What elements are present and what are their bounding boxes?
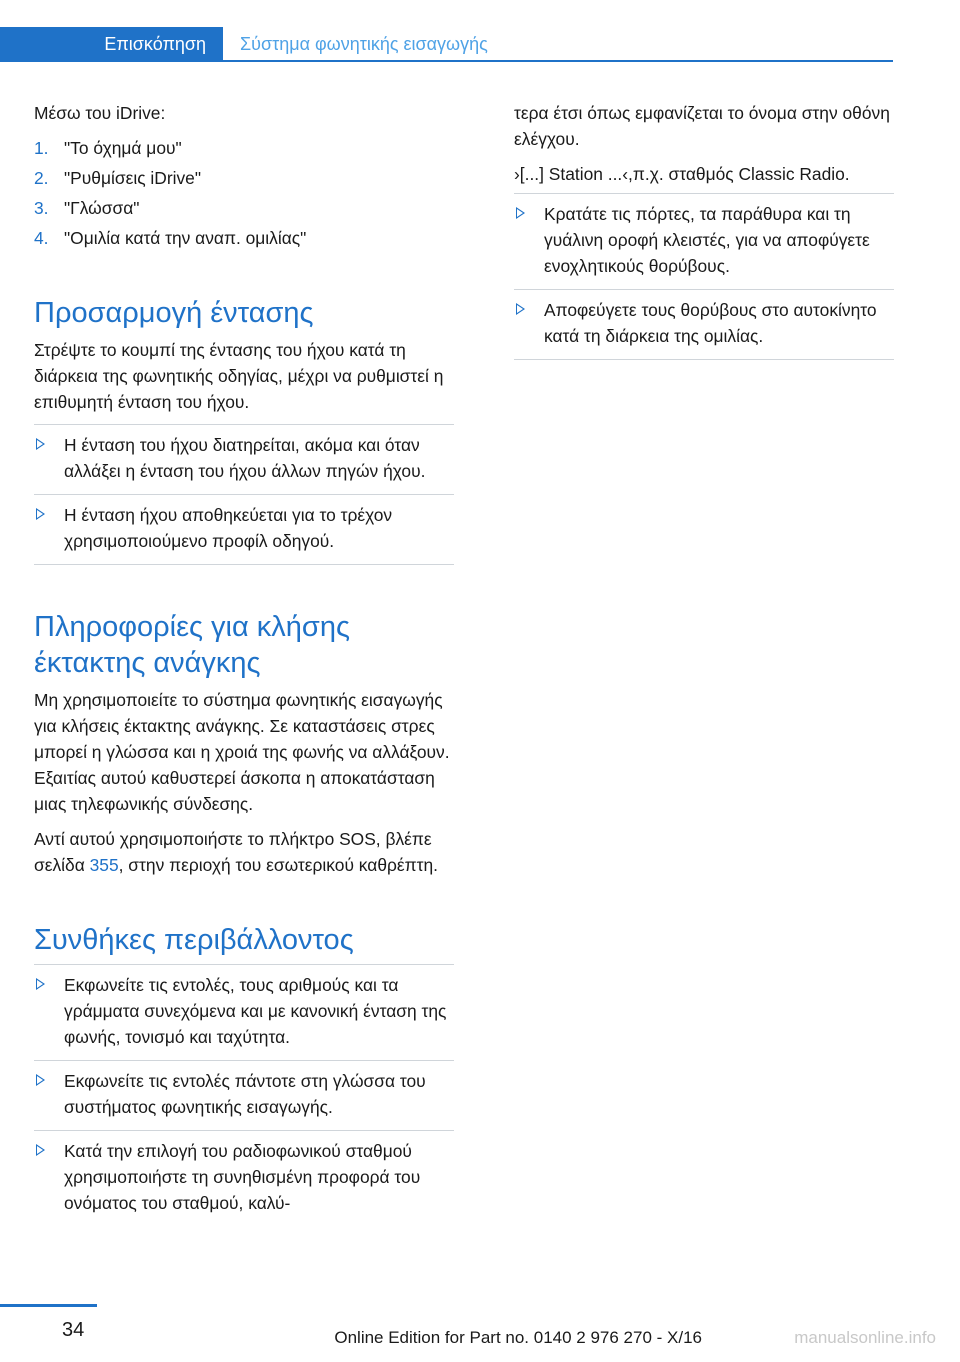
triangle-bullet-icon [36,438,45,450]
bullet-text: Η ένταση του ήχου διατηρείται, ακόμα και όταν αλλάξει η ένταση του ήχου άλλων πηγών ήχου. [64,435,426,481]
edition-note: Online Edition for Part no. 0140 2 976 270 - X/16 [334,1328,702,1347]
right-bullets [514,193,894,360]
footer-divider [0,1304,97,1307]
chapter-tab[interactable]: Επισκόπηση [0,27,223,61]
bullet-text: Εκφωνείτε τις εντολές, τους αριθμούς και τα γράμματα συνεχόμενα και με κανονική ένταση της φωνής, τονισμό και ταχύτητα. [64,975,447,1047]
step-number: 4. [34,228,49,248]
triangle-bullet-icon [36,978,45,990]
page-number: 34 [62,1319,85,1341]
list-item [34,964,454,1060]
watermark: manualsonline.info [794,1328,936,1347]
list-item [514,193,894,289]
bullet-text: Η ένταση ήχου αποθηκεύεται για το τρέχον χρησιμοποιούμενο προφίλ οδηγού. [64,505,393,551]
triangle-bullet-icon [516,303,525,315]
bullet-text: Αποφεύγετε τους θορύβους στο αυτοκίνητο κατά τη διάρκεια της ομιλίας. [544,300,877,346]
page-header [0,0,960,64]
step-text: "Γλώσσα" [64,198,140,218]
intro-text: Μέσω του iDrive: [34,103,166,123]
step-text: "Ομιλία κατά την αναπ. ομιλίας" [64,228,307,248]
step-number: 1. [34,138,49,158]
header-divider [0,60,893,62]
sos-paragraph [34,826,454,878]
environment-bullets [34,964,454,1226]
continuation-text: τερα έτσι όπως εμφανίζεται το όνομα στην οθόνη ελέγχου. [514,103,890,149]
triangle-bullet-icon [36,508,45,520]
section-title[interactable]: Σύστημα φωνητικής εισαγωγής [240,34,488,54]
list-item [34,1060,454,1130]
triangle-bullet-icon [36,1144,45,1156]
bullet-text: Κρατάτε τις πόρτες, τα παράθυρα και τη γυάλινη οροφή κλειστές, για να αποφύγετε ενοχλητικούς θορύβους. [544,204,870,276]
step-number: 2. [34,168,49,188]
sos-text-after: , στην περιοχή του εσωτερικού καθρέπτη. [118,855,439,875]
bullet-text: Κατά την επιλογή του ραδιοφωνικού σταθμού χρησιμοποιήστε τη συνηθισμένη προφορά του ονόματος του σταθμού, καλύ- [64,1141,421,1213]
emergency-body: Μη χρησιμοποιείτε το σύστημα φωνητικής εισαγωγής για κλήσεις έκτακτης ανάγκης. Σε καταστάσεις στρες μπορεί η γλώσσα και η χροιά της φωνής να αλλάξουν. Εξαιτίας αυτού καθυστερεί άσκοπα η αποκατάσταση μιας τηλεφωνικής σύνδεσης. [34,690,450,814]
left-column [34,100,454,1226]
step-text: "Ρυθμίσεις iDrive" [64,168,202,188]
list-item [34,225,454,251]
station-example: ›[...] Station ...‹,π.χ. σταθμός Classic Radio. [514,164,850,184]
volume-heading: Προσαρμογή έντασης [34,297,314,329]
triangle-bullet-icon [516,207,525,219]
page-355-link[interactable]: 355 [89,855,119,875]
steps-list [34,135,454,251]
sos-text-before: Αντί αυτού χρησιμοποιήστε το πλήκτρο SOS, βλέπε σελίδα [34,829,432,875]
list-item [34,195,454,221]
list-item [34,165,454,191]
triangle-bullet-icon [36,1074,45,1086]
emergency-heading: Πληροφορίες για κλήσης έκτακτης ανάγκης [34,611,350,679]
step-number: 3. [34,198,49,218]
list-item [34,494,454,565]
list-item [34,424,454,494]
volume-body: Στρέψτε το κουμπί της έντασης του ήχου κατά τη διάρκεια της φωνητικής οδηγίας, μέχρι να ρυθμιστεί η επιθυμητή ένταση του ήχου. [34,340,444,412]
environment-heading: Συνθήκες περιβάλλοντος [34,924,354,956]
volume-bullets [34,424,454,565]
step-text: "Το όχημά μου" [64,138,182,158]
bullet-text: Εκφωνείτε τις εντολές πάντοτε στη γλώσσα του συστήματος φωνητικής εισαγωγής. [64,1071,426,1117]
list-item [514,289,894,360]
right-column [514,100,894,360]
list-item [34,135,454,161]
list-item [34,1130,454,1226]
